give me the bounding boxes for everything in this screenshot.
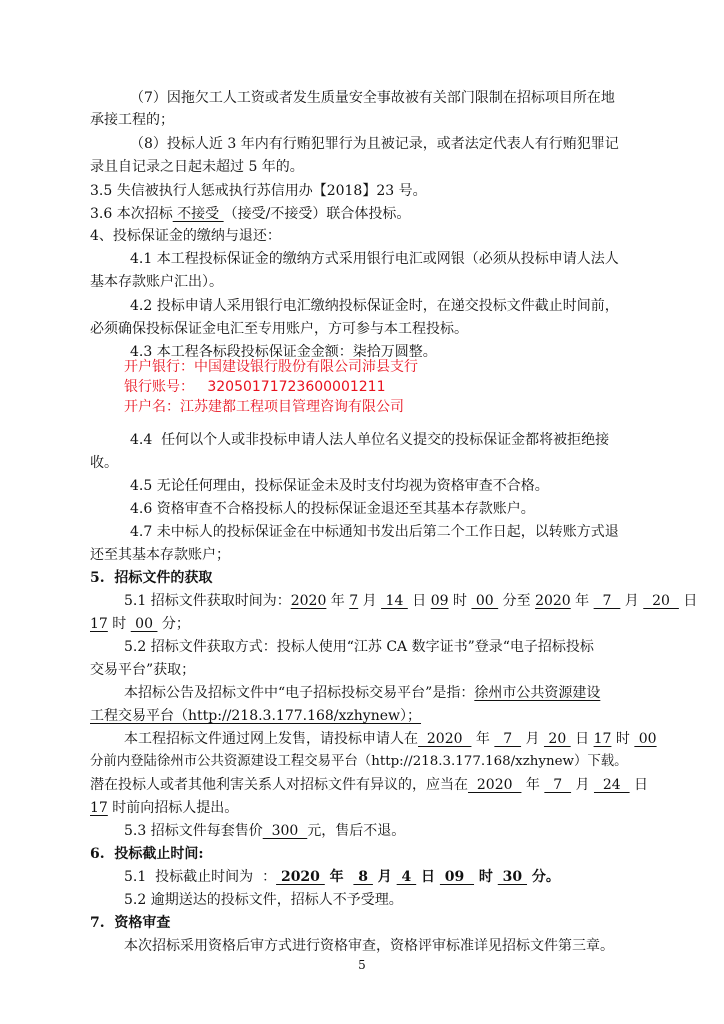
text: 日 (629, 777, 649, 793)
filled-blank: 不接受 (172, 206, 224, 222)
text: 潜在投标人或者其他利害关系人对招标文件有异议的，应当在 (90, 777, 468, 793)
paragraph-line: 5.2 招标文件获取方式：投标人使用“江苏 CA 数字证书”登录“电子招标投标 (124, 639, 594, 655)
filled-blank: 2020 (468, 777, 522, 793)
text: 时 (474, 869, 498, 885)
text: 分至 (498, 593, 536, 609)
filled-blank: 7 (494, 731, 522, 747)
paragraph-line: 4.3 本工程各标段投标保证金金额：柒拾万圆整。 (130, 344, 437, 360)
text: 分。 (527, 869, 560, 885)
paragraph-line (124, 821, 405, 841)
filled-blank: 7 (349, 593, 359, 609)
section-heading: 5. 招标文件的获取 (90, 570, 213, 586)
paragraph-line: 4.1 本工程投标保证金的缴纳方式采用银行电汇或网银（必须从投标申请人法人 (130, 251, 619, 267)
bank-account-line: 银行账号： 32050171723600001211 (124, 379, 386, 395)
filled-blank: 00 (634, 731, 657, 747)
text: 5.1 招标文件获取时间为： (124, 593, 291, 609)
text: 本工程招标文件通过网上发售，请投标申请人在 (124, 731, 418, 747)
paragraph-line: 4.6 资格审查不合格投标人的投标保证金退还至其基本存款账户。 (130, 501, 535, 517)
text: 时 (611, 731, 635, 747)
text: 日 (407, 593, 431, 609)
paragraph-line: 交易平台”获取； (90, 662, 196, 678)
text: 3.6 本次招标 (90, 206, 173, 222)
filled-blank: 14 (381, 593, 408, 609)
paragraph-line (124, 729, 657, 749)
filled-blank: 300 (262, 823, 308, 839)
paragraph-line: 本次招标采用资格后审方式进行资格审查，资格评审标准详见招标文件第三章。 (124, 938, 614, 954)
text: 月 (372, 869, 397, 885)
filled-blank: 20 (643, 593, 679, 609)
platform-name: 徐州市公共资源建设 (474, 685, 601, 701)
section-heading: 4、投标保证金的缴纳与退还： (90, 228, 281, 244)
filled-blank: 20 (543, 731, 571, 747)
page-number: 5 (358, 958, 366, 972)
paragraph-line: 分前内登陆徐州市公共资源建设工程交易平台（http://218.3.177.168/xzhynew）下载。 (90, 754, 628, 769)
paragraph-line: 4.2 投标申请人采用银行电汇缴纳投标保证金时，在递交投标文件截止时间前， (130, 298, 619, 314)
text: 日 (570, 731, 594, 747)
paragraph-line: 4.4 任何以个人或非投标申请人法人单位名义提交的投标保证金都将被拒绝接 (130, 432, 610, 448)
filled-blank: 00 (130, 616, 158, 632)
paragraph-line (90, 775, 648, 795)
paragraph-line: 4.5 无论任何理由，投标保证金未及时支付均视为资格审查不合格。 (130, 478, 549, 494)
text: 月 (358, 593, 382, 609)
text: 年 (570, 593, 594, 609)
filled-blank: 7 (593, 593, 621, 609)
filled-blank: 17 (90, 616, 108, 632)
text: 本招标公告及招标文件中“电子招标投标交易平台”是指： (124, 685, 475, 701)
text: 月 (620, 593, 644, 609)
paragraph-line: 承接工程的； (90, 112, 174, 128)
text: 时 (448, 593, 472, 609)
filled-blank: 00 (471, 593, 499, 609)
text: 时 (107, 616, 131, 632)
section-heading: 7. 资格审查 (90, 915, 171, 931)
paragraph-line (124, 867, 560, 887)
paragraph-line: （7）因拖欠工人工资或者发生质量安全事故被有关部门限制在招标项目所在地 (130, 90, 615, 106)
filled-blank: 2020 (290, 593, 327, 609)
text: 年 (521, 777, 545, 793)
text: 日 (678, 593, 698, 609)
filled-blank: 2020 (535, 593, 571, 609)
section-heading: 6. 投标截止时间: (90, 846, 204, 862)
filled-blank: 30 (497, 869, 528, 885)
paragraph-line: 必须确保投标保证金电汇至专用账户，方可参与本工程投标。 (90, 321, 468, 337)
text: 分； (157, 616, 190, 632)
account-holder-line: 开户名：江苏建都工程项目管理咨询有限公司 (124, 399, 404, 415)
text: 月 (571, 777, 594, 793)
bank-name-line: 开户银行：中国建设银行股份有限公司沛县支行 (124, 359, 418, 375)
text: 5.1 投标截止时间为 ： (124, 869, 277, 885)
text: 月 (521, 731, 544, 747)
text: 日 (416, 869, 440, 885)
paragraph-line: 5.2 逾期送达的投标文件，招标人不予受理。 (124, 892, 403, 908)
filled-blank: 8 (353, 869, 373, 885)
filled-blank: 7 (544, 777, 572, 793)
filled-blank: 2020 (418, 731, 472, 747)
filled-blank: 24 (593, 777, 630, 793)
paragraph-line (124, 683, 600, 703)
paragraph-line: 收。 (90, 455, 118, 471)
filled-blank: 09 (439, 869, 475, 885)
platform-url-line: 工程交易平台（http://218.3.177.168/xzhynew）； (90, 708, 422, 724)
filled-blank: 09 (430, 593, 449, 609)
text: 时前向招标人提出。 (107, 800, 239, 816)
text: （接受/不接受）联合体投标。 (223, 206, 411, 222)
filled-blank: 17 (593, 731, 612, 747)
filled-blank: 2020 (276, 869, 325, 885)
paragraph-line (124, 591, 697, 611)
paragraph-line: 基本存款账户汇出）。 (90, 274, 223, 290)
text: 元，售后不退。 (307, 823, 406, 839)
paragraph-line: （8）投标人近 3 年内有行贿犯罪行为且被记录，或者法定代表人有行贿犯罪记 (130, 136, 619, 152)
paragraph-line (90, 798, 238, 818)
filled-blank: 17 (90, 800, 108, 816)
paragraph-line (90, 614, 190, 634)
text: 年 (324, 869, 354, 885)
filled-blank: 4 (396, 869, 417, 885)
paragraph-line: 还至其基本存款账户； (90, 547, 230, 563)
paragraph-line: 3.5 失信被执行人惩戒执行苏信用办【2018】23 号。 (90, 183, 427, 199)
paragraph-line (90, 204, 410, 224)
text: 5.3 招标文件每套售价 (124, 823, 263, 839)
text: 年 (326, 593, 350, 609)
paragraph-line: 录且自记录之日起未超过 5 年的。 (90, 159, 304, 175)
paragraph-line: 4.7 未中标人的投标保证金在中标通知书发出后第二个工作日起，以转账方式退 (130, 524, 619, 540)
text: 年 (471, 731, 495, 747)
